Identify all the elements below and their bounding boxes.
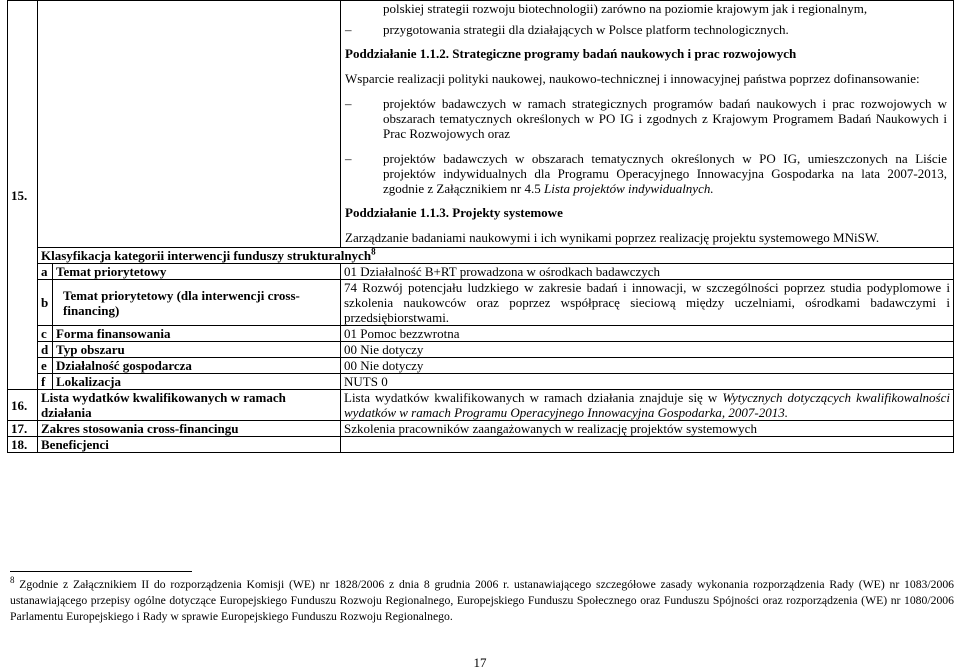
classification-row-c: c Forma finansowania 01 Pomoc bezzwrotna	[8, 326, 954, 342]
footnote-marker: 8	[10, 575, 15, 586]
section-15-row	[8, 1, 954, 248]
section-18-number: 18.	[8, 437, 38, 453]
bullet-strategic-programs: – projektów badawczych w ramach strategicznych programów badań naukowych i prac rozwojowych w obszarach tematycznych określonych w PO IG i zgodnych z Krajowym Programem Badań Naukowych i Prac Rozwojowych oraz	[345, 96, 947, 141]
intro-line: polskiej strategii rozwoju biotechnologii) zarówno na poziomie krajowym jak i regionalnym,	[383, 1, 868, 16]
subaction-1-1-2-lead: Wsparcie realizacji polityki naukowej, naukowo-technicznej i innowacyjnej państwa poprzez dofinansowanie:	[345, 71, 920, 86]
section-15-description	[341, 1, 954, 248]
bullet-individual-projects: – projektów badawczych w obszarach tematycznych określonych w PO IG, umieszczonych na Liście projektów indywidualnych dla Programu Operacyjnego Innowacyjna Gospodarka na lata 2007-2013, zgodnie z Załącznikiem nr 4.5 Lista projektów indywidualnych.	[345, 151, 947, 196]
dash-bullet: –	[345, 22, 352, 37]
section-17-row	[8, 421, 954, 437]
section-16-value: Lista wydatków kwalifikowanych w ramach działania znajduje się w Wytycznych dotyczących kwalifikowalności wydatków w ramach Programu Operacyjnego Innowacyjna Gospodarka, 2007-2013.	[341, 390, 954, 421]
section-17-value: Szkolenia pracowników zaangażowanych w realizację projektów systemowych	[341, 421, 954, 437]
footnote-separator	[10, 571, 192, 572]
individual-projects-list-reference: Lista projektów indywidualnych.	[544, 181, 714, 196]
section-17-label: Zakres stosowania cross-financingu	[38, 421, 341, 437]
section-18-label: Beneficjenci	[38, 437, 341, 453]
classification-row-b: b Temat priorytetowy (dla interwencji cross-financing) 74 Rozwój potencjału ludzkiego w zakresie badań i innowacji, w szczególności poprzez studia podyplomowe i szkolenia naukowców oraz poprzez współpracę sieciową między uczelniami, ośrodkami badawczymi i przedsiębiorstwami.	[8, 280, 954, 326]
dash-bullet: –	[345, 151, 352, 166]
section-16-number: 16.	[8, 390, 38, 421]
classification-header: Klasyfikacja kategorii interwencji funduszy strukturalnych$^8$	[38, 248, 954, 264]
subaction-1-1-2-title: Poddziałanie 1.1.2. Strategiczne programy badań naukowych i prac rozwojowych	[345, 46, 797, 61]
classification-row-d: d Typ obszaru 00 Nie dotyczy	[8, 342, 954, 358]
footnote-text: Zgodnie z Załącznikiem II do rozporządzenia Komisji (WE) nr 1828/2006 z dnia 8 grudnia 2006 r. ustanawiającego szczegółowe zasady wykonania rozporządzenia Rady (WE) nr 1083/2006 ustanawiającego przepisy ogólne dotyczące Europejskiego Funduszu Rozwoju Regionalnego, Europejskiego Funduszu Społecznego oraz Funduszu Spójności oraz rozporządzenia (WE) nr 1080/2006 Parlamentu Europejskiego i Rady w sprawie Europejskiego Funduszu Rozwoju Regionalnego.	[10, 578, 955, 623]
bullet-technology-platforms: – przygotowania strategii dla działających w Polsce platform technologicznych.	[345, 22, 789, 37]
section-17-number: 17.	[8, 421, 38, 437]
action-description-table	[7, 0, 954, 453]
page-number: 17	[473, 655, 487, 670]
section-15-number: 15.	[8, 1, 38, 390]
dash-bullet: –	[345, 96, 352, 111]
classification-row-f: f Lokalizacja NUTS 0	[8, 374, 954, 390]
section-16-row	[8, 390, 954, 421]
section-16-label: Lista wydatków kwalifikowanych w ramach działania	[38, 390, 341, 421]
classification-row-a: a Temat priorytetowy 01 Działalność B+RT prowadzona w ośrodkach badawczych	[8, 264, 954, 280]
subaction-1-1-3-title: Poddziałanie 1.1.3. Projekty systemowe	[345, 205, 563, 220]
classification-header-row	[8, 248, 954, 264]
section-18-row	[8, 437, 954, 453]
section-15-spacer	[38, 1, 341, 248]
classification-row-e: e Działalność gospodarcza 00 Nie dotyczy	[8, 358, 954, 374]
section-18-value	[341, 437, 954, 453]
subaction-1-1-3-text: Zarządzanie badaniami naukowymi i ich wynikami poprzez realizację projektu systemowego MNiSW.	[345, 230, 880, 245]
footnote-8	[10, 577, 954, 625]
